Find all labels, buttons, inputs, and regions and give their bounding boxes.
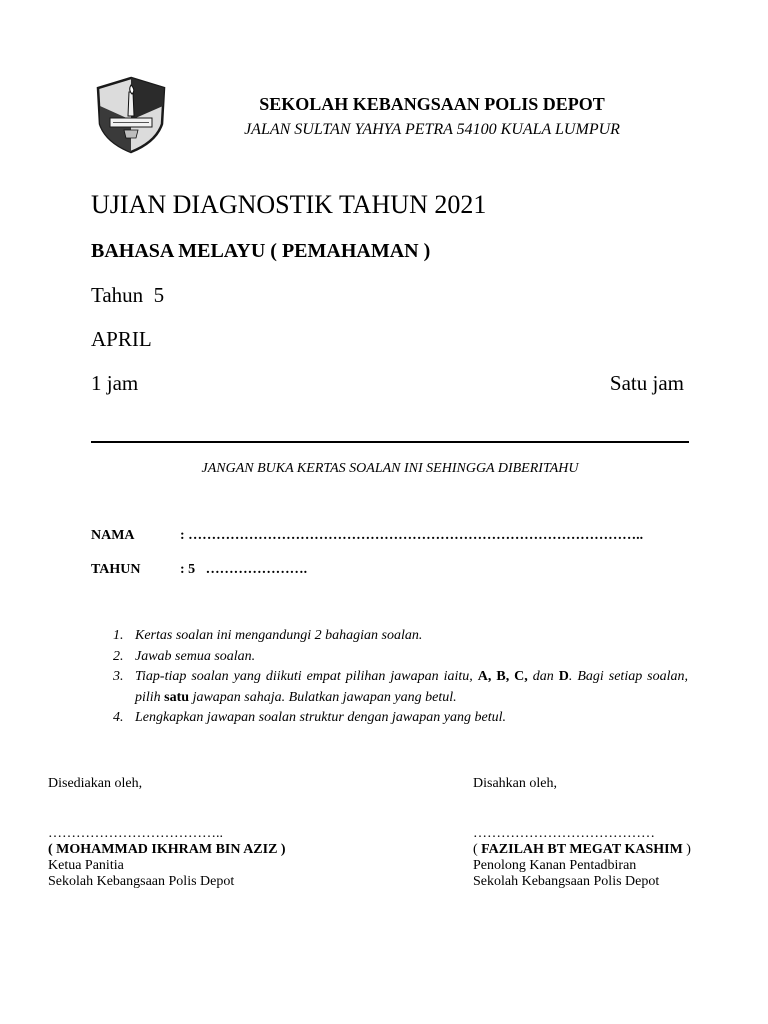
- school-name: SEKOLAH KEBANGSAAN POLIS DEPOT: [259, 94, 605, 114]
- instruction-text: Jawab semua soalan.: [135, 648, 256, 664]
- instruction-emphasis: satu: [164, 689, 190, 705]
- approved-by-school: Sekolah Kebangsaan Polis Depot: [473, 874, 660, 889]
- instruction-options: A, B, C,: [477, 669, 528, 684]
- instruction-item: [91, 647, 688, 668]
- instruction-text: Tiap-tiap soalan yang diikuti empat pilihan jawapan iaitu,: [135, 669, 473, 684]
- tahun-label: TAHUN: [91, 562, 141, 577]
- name-label: NAMA: [91, 528, 135, 543]
- school-address: JALAN SULTAN YAHYA PETRA 54100 KUALA LUMPUR: [244, 121, 620, 138]
- exam-month: APRIL: [91, 327, 152, 351]
- warning-notice: JANGAN BUKA KERTAS SOALAN INI SEHINGGA DIBERITAHU: [201, 461, 579, 476]
- duration-numeric: 1 jam: [91, 371, 139, 395]
- header-divider: [91, 441, 689, 443]
- school-crest-icon: [96, 76, 166, 154]
- approved-by-name: FAZILAH BT MEGAT KASHIM: [481, 842, 683, 857]
- year-level: Tahun 5: [91, 283, 165, 307]
- instruction-number: 3.: [113, 669, 124, 684]
- instruction-item: [91, 708, 688, 729]
- instruction-text: . Bagi setiap soalan, pilih: [135, 669, 689, 705]
- instruction-text: jawapan sahaja. Bulatkan jawapan yang betul.: [192, 689, 457, 705]
- prepared-by-role: Ketua Panitia: [48, 858, 124, 873]
- instruction-option-d: D: [558, 669, 569, 684]
- paren-open: (: [473, 842, 482, 857]
- instruction-text: dan: [532, 669, 554, 684]
- instructions-list: [91, 626, 688, 729]
- duration-words: Satu jam: [609, 371, 684, 395]
- instruction-item: [91, 626, 688, 647]
- approved-signature-line: …………………………………: [473, 826, 655, 841]
- approved-by-name-line: [473, 842, 691, 858]
- instruction-number: 2.: [113, 648, 124, 664]
- prepared-by-name: ( MOHAMMAD IKHRAM BIN AZIZ ): [48, 842, 286, 857]
- instruction-text: Lengkapkan jawapan soalan struktur dengan jawapan yang betul.: [135, 710, 506, 725]
- paren-close: ): [682, 842, 691, 857]
- instruction-item: [91, 667, 688, 708]
- name-field: : ……………………………………………………………………………………..: [180, 528, 644, 543]
- prepared-signature-line: ………………………………..: [48, 826, 223, 841]
- instruction-number: 1.: [113, 628, 124, 643]
- tahun-field: : 5 ………………….: [180, 562, 308, 577]
- prepared-by-school: Sekolah Kebangsaan Polis Depot: [48, 874, 235, 889]
- instruction-text: Kertas soalan ini mengandungi 2 bahagian soalan.: [135, 628, 423, 643]
- exam-title: UJIAN DIAGNOSTIK TAHUN 2021: [91, 190, 487, 219]
- instruction-number: 4.: [113, 710, 124, 725]
- prepared-by-label: Disediakan oleh,: [48, 776, 143, 791]
- approved-by-role: Penolong Kanan Pentadbiran: [473, 858, 637, 873]
- exam-subject: BAHASA MELAYU ( PEMAHAMAN ): [91, 240, 431, 262]
- approved-by-label: Disahkan oleh,: [473, 776, 557, 791]
